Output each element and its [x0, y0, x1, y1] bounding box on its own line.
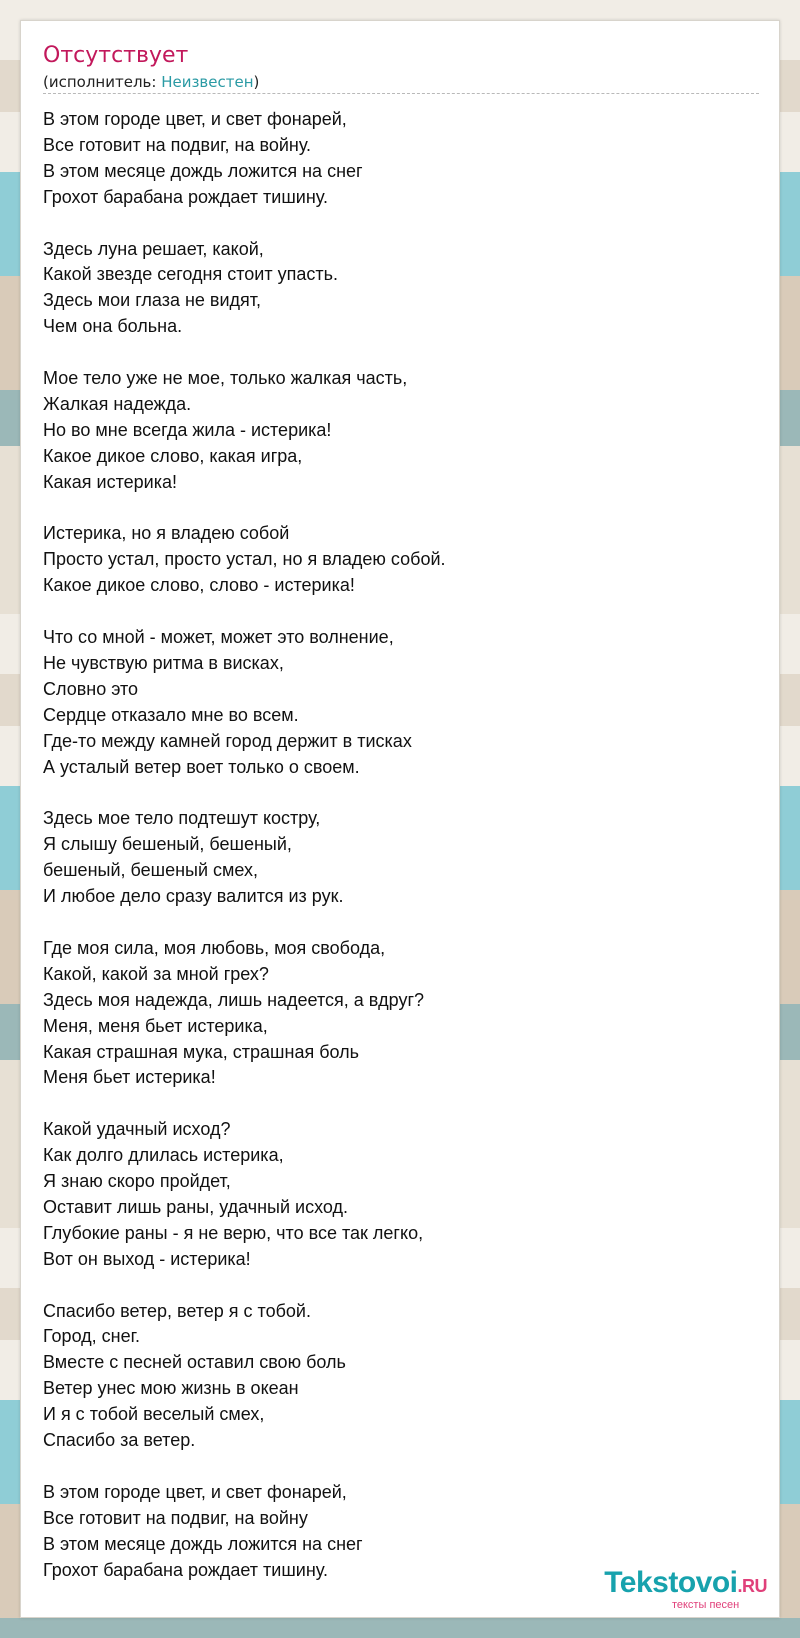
lyric-line: Все готовит на подвиг, на войну. — [43, 134, 312, 155]
lyric-line: И я с тобой веселый смех, — [43, 1404, 265, 1425]
lyric-line: Какая страшная мука, страшная боль — [43, 1041, 360, 1062]
lyric-line: В этом месяце дождь ложится на снег — [43, 160, 363, 181]
lyric-line: Где-то между камней город держит в тисках — [43, 730, 412, 751]
lyric-line: Ветер унес мою жизнь в океан — [43, 1378, 299, 1399]
lyric-line: В этом городе цвет, и свет фонарей, — [43, 109, 347, 129]
lyric-line: Спасибо ветер, ветер я с тобой. — [43, 1300, 311, 1321]
lyric-line: Спасибо за ветер. — [43, 1430, 196, 1451]
lyric-line: Словно это — [43, 678, 139, 699]
lyric-line: Здесь моя надежда, лишь надеется, а вдруг? — [43, 989, 425, 1010]
logo-name: Tekstovoi — [604, 1566, 738, 1599]
lyric-line: Глубокие раны - я не верю, что все так легко, — [43, 1222, 424, 1243]
lyric-line: Здесь луна решает, какой, — [43, 238, 264, 259]
lyric-line: Вместе с песней оставил свою боль — [43, 1352, 346, 1373]
lyric-line: Здесь мое тело подтешут костру, — [43, 808, 321, 829]
lyric-line: Как долго длилась истерика, — [43, 1145, 284, 1166]
artist-link[interactable]: Неизвестен — [161, 73, 254, 91]
logo-tld: .RU — [737, 1576, 767, 1596]
lyric-line: Какой звезде сегодня стоит упасть. — [43, 264, 338, 285]
lyrics-card — [20, 20, 780, 1618]
lyric-line: Жалкая надежда. — [43, 393, 192, 414]
lyric-line: Меня бьет истерика! — [43, 1067, 216, 1088]
lyric-line: Но во мне всегда жила - истерика! — [43, 419, 332, 440]
lyric-line: Вот он выход - истерика! — [43, 1248, 251, 1269]
lyric-line: Все готовит на подвиг, на войну — [43, 1507, 308, 1528]
lyrics-stanza — [43, 107, 759, 211]
lyric-line: Сердце отказало мне во всем. — [43, 704, 299, 725]
lyric-line: Просто устал, просто устал, но я владею собой. — [43, 549, 446, 570]
artist-suffix: ) — [253, 73, 260, 91]
lyric-line: Не чувствую ритма в висках, — [43, 652, 284, 673]
lyrics-stanza — [43, 936, 759, 1091]
lyric-line: Где моя сила, моя любовь, моя свобода, — [43, 937, 386, 958]
lyrics-body — [43, 107, 759, 1609]
lyric-line: Какой удачный исход? — [43, 1119, 231, 1140]
artist-prefix: (исполнитель: — [43, 73, 162, 91]
lyric-line: Грохот барабана рождает тишину. — [43, 1559, 328, 1580]
lyric-line: Грохот барабана рождает тишину. — [43, 186, 328, 207]
lyric-line: В этом городе цвет, и свет фонарей, — [43, 1481, 347, 1502]
lyrics-stanza — [43, 625, 759, 780]
lyric-line: Истерика, но я владею собой — [43, 523, 290, 544]
lyrics-stanza — [43, 1117, 759, 1272]
lyric-line: И любое дело сразу валится из рук. — [43, 886, 344, 907]
lyric-line: Здесь мои глаза не видят, — [43, 290, 262, 311]
lyric-line: Мое тело уже не мое, только жалкая часть, — [43, 368, 408, 389]
lyric-line: Что со мной - может, может это волнение, — [43, 627, 394, 648]
title-divider — [43, 93, 759, 94]
logo-tagline: тексты песен — [671, 1599, 740, 1611]
lyrics-stanza — [43, 1299, 759, 1454]
lyric-line: Какая истерика! — [43, 471, 177, 492]
lyric-line: Какой, какой за мной грех? — [43, 963, 269, 984]
lyric-line: Чем она больна. — [43, 316, 183, 337]
lyric-line: Какое дикое слово, слово - истерика! — [43, 575, 355, 596]
lyrics-stanza — [43, 806, 759, 910]
lyrics-stanza — [43, 521, 759, 599]
lyric-line: Я слышу бешеный, бешеный, — [43, 834, 292, 855]
site-logo[interactable] — [604, 1568, 767, 1611]
artist-line — [43, 73, 259, 91]
lyric-line: А усталый ветер воет только о своем. — [43, 756, 360, 777]
lyric-line: бешеный, бешеный смех, — [43, 860, 258, 881]
lyric-line: Меня, меня бьет истерика, — [43, 1015, 268, 1036]
lyric-line: Какое дикое слово, какая игра, — [43, 445, 303, 466]
song-title: Отсутствует — [43, 43, 189, 68]
lyric-line: Оставит лишь раны, удачный исход. — [43, 1196, 348, 1217]
lyric-line: Город, снег. — [43, 1326, 141, 1347]
lyric-line: Я знаю скоро пройдет, — [43, 1171, 231, 1192]
lyric-line: В этом месяце дождь ложится на снег — [43, 1533, 363, 1554]
lyrics-stanza — [43, 366, 759, 496]
lyrics-stanza — [43, 237, 759, 341]
